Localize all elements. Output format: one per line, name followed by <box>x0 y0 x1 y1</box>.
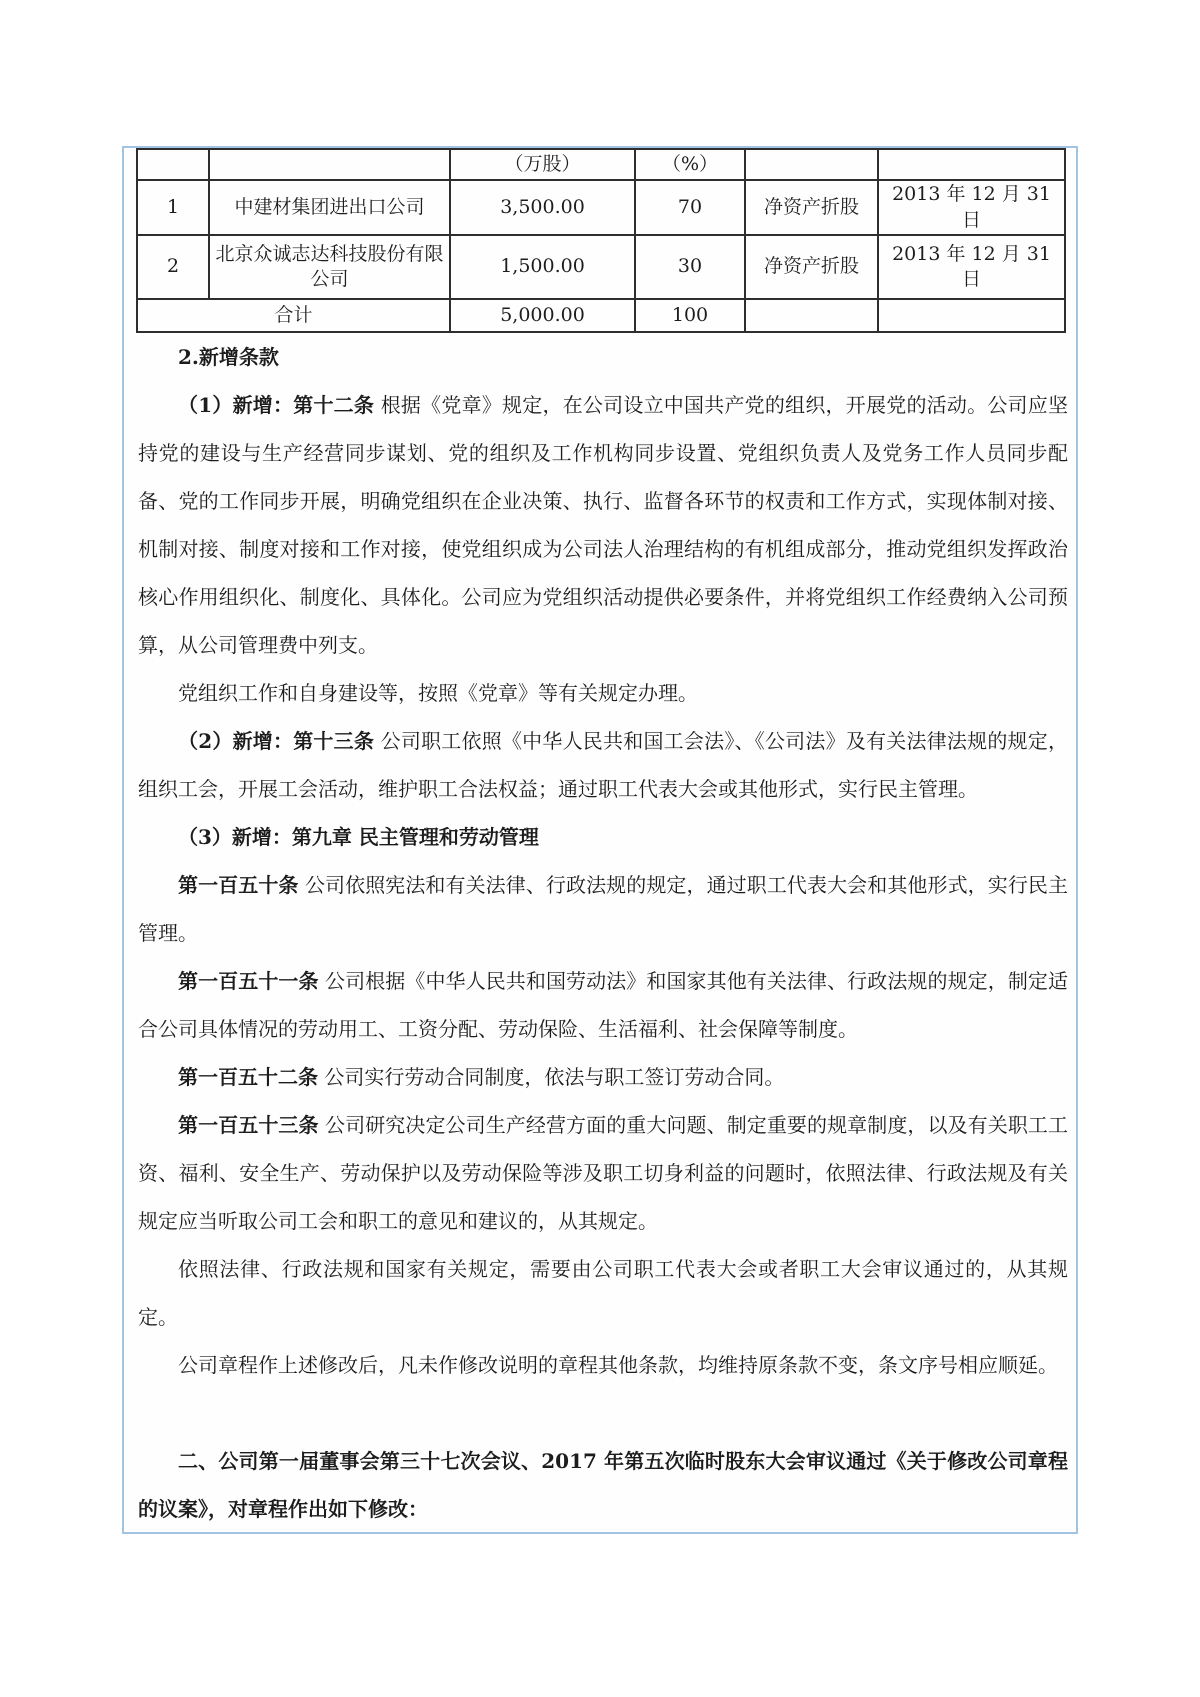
paragraph-party-work <box>138 669 1068 717</box>
paragraph-lead: 2.新增条款 <box>178 345 279 370</box>
paragraph-chapter-9-heading <box>138 813 1068 861</box>
cell-total-empty-date <box>878 299 1065 332</box>
paragraph-text: 公司实行劳动合同制度，依法与职工签订劳动合同。 <box>318 1065 785 1090</box>
paragraph-text: 根据《党章》规定，在公司设立中国共产党的组织，开展党的活动。公司应坚持党的建设与生产经营同步谋划、党的组织及工作机构同步设置、党组织负责人及党务工作人员同步配备、党的工作同步开展，明确党组织在企业决策、执行、监督各环节的权责和工作方式，实现体制对接、机制对接、制度对接和工作对接，使党组织成为公司法人治理结构的有机组成部分，推动党组织发挥政治核心作用组织化、制度化、具体化。公司应为党组织活动提供必要条件，并将党组织工作经费纳入公司预算，从公司管理费中列支。 <box>138 393 1068 658</box>
paragraph-article-152 <box>138 1053 1068 1101</box>
paragraph-text: 依照法律、行政法规和国家有关规定，需要由公司职工代表大会或者职工大会审议通过的，从其规定。 <box>138 1257 1068 1330</box>
header-cell-percent-unit: （%） <box>635 149 745 180</box>
table-total-row <box>137 299 1065 332</box>
cell-total-label: 合计 <box>137 299 450 332</box>
cell-shares: 1,500.00 <box>450 235 635 299</box>
cell-shareholder-name: 北京众诚志达科技股份有限公司 <box>209 235 450 299</box>
header-cell-empty-no <box>137 149 209 180</box>
paragraph-article-13 <box>138 717 1068 813</box>
paragraph-text: 党组织工作和自身建设等，按照《党章》等有关规定办理。 <box>178 681 698 706</box>
cell-method: 净资产折股 <box>745 235 878 299</box>
paragraph-lead: 第一百五十一条 <box>178 969 319 994</box>
paragraph-text: 公司职工依照《中华人民共和国工会法》、《公司法》及有关法律法规的规定，组织工会，开展工会活动，维护职工合法权益；通过职工代表大会或其他形式，实行民主管理。 <box>138 729 1068 802</box>
paragraph-article-150 <box>138 861 1068 957</box>
paragraph-lead: 第一百五十三条 <box>178 1113 319 1138</box>
document-text <box>138 333 1068 1533</box>
paragraph-section-two-heading <box>138 1437 1068 1533</box>
header-cell-shares-unit: （万股） <box>450 149 635 180</box>
paragraph-lead: 第一百五十条 <box>178 873 299 898</box>
paragraph-lead: 二、公司第一届董事会第三十七次会议、2017 年第五次临时股东大会审议通过《关于修改公司章程的议案》，对章程作出如下修改： <box>138 1449 1068 1522</box>
table-row <box>137 235 1065 299</box>
cell-row-number: 1 <box>137 180 209 235</box>
paragraph-article-151 <box>138 957 1068 1053</box>
cell-date: 2013 年 12 月 31 日 <box>878 180 1065 235</box>
table-row <box>137 180 1065 235</box>
header-cell-empty-date <box>878 149 1065 180</box>
cell-shares: 3,500.00 <box>450 180 635 235</box>
paragraph-article-153 <box>138 1101 1068 1245</box>
paragraph-text: 公司研究决定公司生产经营方面的重大问题、制定重要的规章制度，以及有关职工工资、福利、安全生产、劳动保护以及劳动保险等涉及职工切身利益的问题时，依照法律、行政法规及有关规定应当听取公司工会和职工的意见和建议的，从其规定。 <box>138 1113 1069 1234</box>
cell-total-shares: 5,000.00 <box>450 299 635 332</box>
paragraph-text: 公司章程作上述修改后，凡未作修改说明的章程其他条款，均维持原条款不变，条文序号相应顺延。 <box>178 1353 1058 1378</box>
header-cell-empty-name <box>209 149 450 180</box>
cell-total-empty-method <box>745 299 878 332</box>
table-header-row <box>137 149 1065 180</box>
cell-percent: 70 <box>635 180 745 235</box>
cell-percent: 30 <box>635 235 745 299</box>
paragraph-renumbering <box>138 1341 1068 1389</box>
paragraph-article-12 <box>138 381 1068 669</box>
paragraph-text: 公司依照宪法和有关法律、行政法规的规定，通过职工代表大会和其他形式，实行民主管理。 <box>138 873 1069 946</box>
paragraph-lead: （2）新增：第十三条 <box>178 729 375 754</box>
cell-shareholder-name: 中建材集团进出口公司 <box>209 180 450 235</box>
paragraph-lead: （1）新增：第十二条 <box>178 393 375 418</box>
page-content-frame <box>122 146 1078 1534</box>
cell-date: 2013 年 12 月 31 日 <box>878 235 1065 299</box>
shareholder-table <box>136 148 1066 333</box>
cell-total-percent: 100 <box>635 299 745 332</box>
paragraph-lead: （3）新增：第九章 民主管理和劳动管理 <box>178 825 539 850</box>
paragraph-lead: 第一百五十二条 <box>178 1065 318 1090</box>
cell-method: 净资产折股 <box>745 180 878 235</box>
paragraph-congress-approval <box>138 1245 1068 1341</box>
header-cell-empty-method <box>745 149 878 180</box>
paragraph-text: 公司根据《中华人民共和国劳动法》和国家其他有关法律、行政法规的规定，制定适合公司具体情况的劳动用工、工资分配、劳动保险、生活福利、社会保障等制度。 <box>138 969 1069 1042</box>
section-heading-new-clauses <box>138 333 1068 381</box>
cell-row-number: 2 <box>137 235 209 299</box>
